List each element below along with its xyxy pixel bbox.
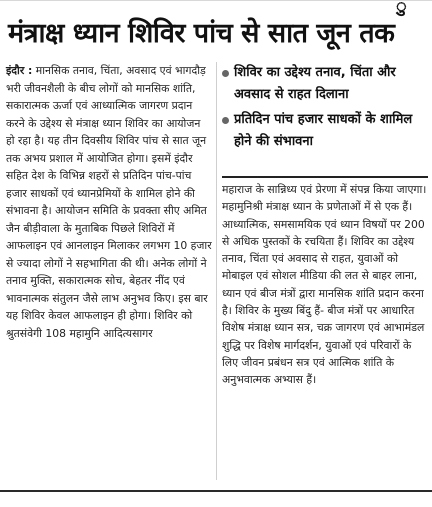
top-border bbox=[0, 0, 432, 15]
stray-glyph: ु bbox=[396, 0, 407, 17]
dateline: इंदौर : bbox=[6, 64, 33, 77]
highlight-text: शिविर का उद्देश्य तनाव, चिंता और अवसाद से राहत दिलाना bbox=[234, 65, 396, 102]
column-divider bbox=[216, 62, 217, 480]
headline: मंत्राक्ष ध्यान शिविर पांच से सात जून तक bbox=[8, 18, 395, 49]
article-text-left: मानसिक तनाव, चिंता, अवसाद एवं भागदौड़ भरी जीवनशैली के बीच लोगों को मानसिक शांति, सकारात्मक ऊर्जा एवं आध्यात्मिक जागरण प्रदान करने के उद्देश्य से मंत्राक्ष ध्यान शिविर का आयोजन हो रहा है। यह तीन दिवसीय शिविर पांच से सात जून तक अभय प्रशाल में आयोजित होगा। इसमें इंदौर सहित देश के विभिन्न शहरों से प्रतिदिन पांच-पांच हजार साधकों एवं ध्यानप्रेमियों के शामिल होने की संभावना है। आयोजन समिति के प्रवक्ता सीए अमित जैन बीड़ीवाला के मुताबिक पिछले शिविरों में आफलाइन एवं आनलाइन मिलाकर लगभग 10 हजार से ज्यादा लोगों ने सहभागिता की थी। अनेक लोगों ने तनाव मुक्ति, सकारात्मक सोच, बेहतर नींद एवं भावनात्मक संतुलन जैसे लाभ अनुभव किए। इस बार यह शिविर केवल आफलाइन ही होगा। शिविर को श्रुतसंवेगी 108 महामुनि आदित्यसागर bbox=[6, 64, 212, 340]
bullet-icon bbox=[222, 117, 229, 124]
highlight-text: प्रतिदिन पांच हजार साधकों के शामिल होने की संभावना bbox=[234, 112, 413, 149]
highlights-box bbox=[222, 62, 428, 156]
bullet-icon bbox=[222, 70, 229, 77]
article-column-right bbox=[222, 181, 428, 389]
bottom-rule bbox=[0, 490, 432, 492]
highlights-rule bbox=[222, 176, 428, 178]
highlight-item bbox=[222, 109, 428, 153]
highlight-item bbox=[222, 62, 428, 106]
article-column-left bbox=[6, 62, 212, 342]
article-text-right: महाराज के सान्निध्य एवं प्रेरणा में संपन्न किया जाएगा। महामुनिश्री मंत्राक्ष ध्यान के प्रणेताओं में से एक हैं। आध्यात्मिक, समसामयिक एवं ध्यान विषयों पर 200 से अधिक पुस्तकों के रचयिता हैं। शिविर का उद्देश्य तनाव, चिंता एवं अवसाद से राहत, युवाओं को मोबाइल एवं सोशल मीडिया की लत से बाहर लाना, ध्यान एवं बीज मंत्रों द्वारा मानसिक शांति प्रदान करना है। शिविर के मुख्य बिंदु हैं- बीज मंत्रों पर आधारित विशेष मंत्राक्ष ध्यान सत्र, चक्र जागरण एवं आभामंडल शुद्धि पर विशेष मार्गदर्शन, युवाओं एवं परिवारों के लिए जीवन प्रबंधन सत्र एवं आत्मिक शांति के अनुभवात्मक अभ्यास हैं। bbox=[222, 183, 427, 387]
